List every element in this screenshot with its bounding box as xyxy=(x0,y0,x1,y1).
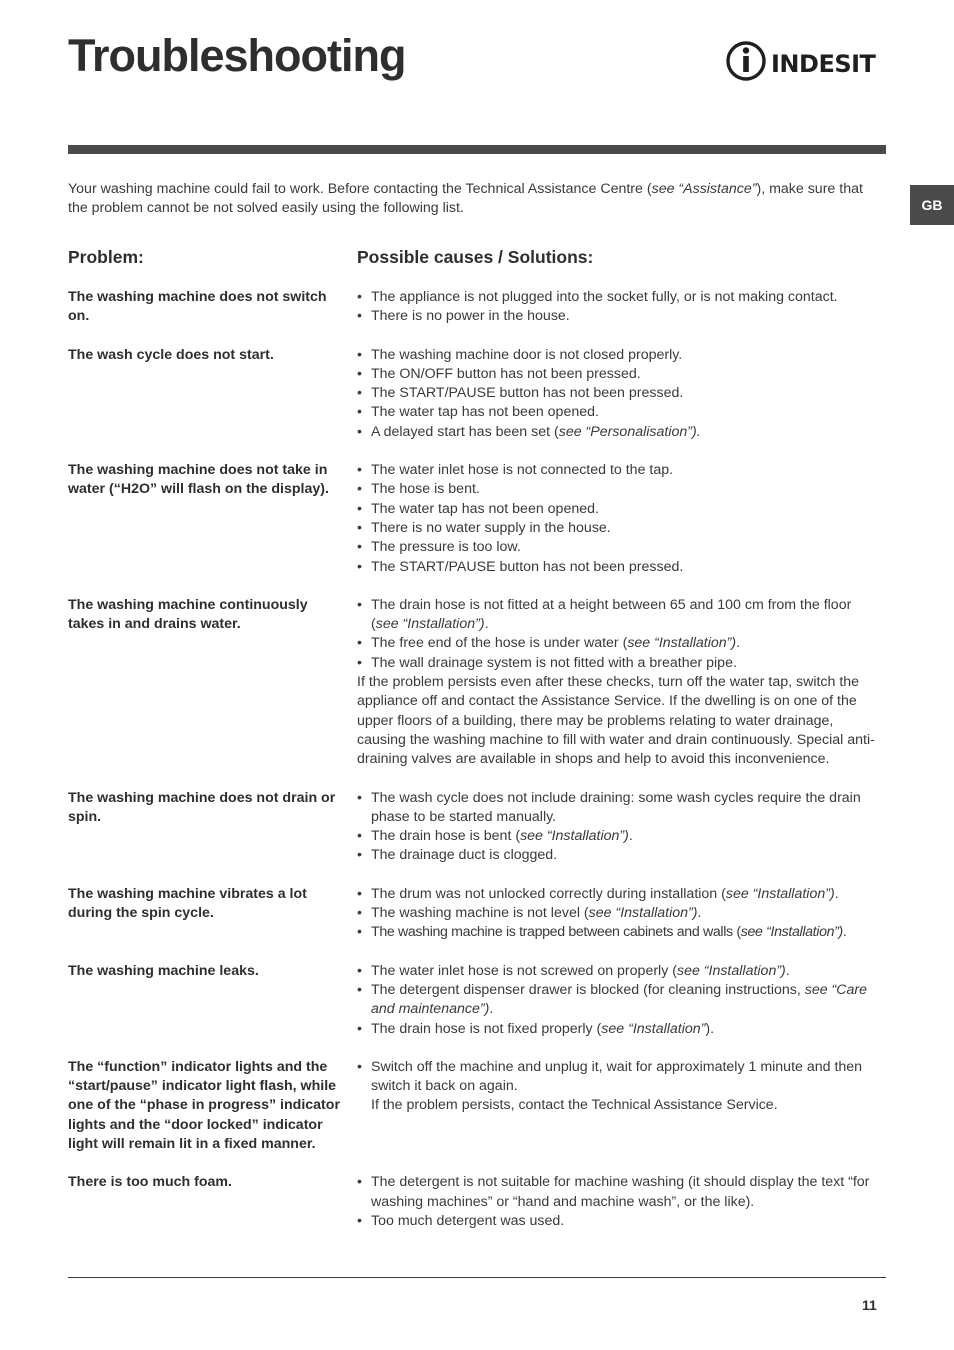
list-item xyxy=(357,1058,882,1097)
bullet-icon: • xyxy=(357,289,362,305)
table-row xyxy=(68,789,886,866)
list-item xyxy=(357,538,882,557)
bullet-icon: • xyxy=(357,500,362,517)
intro-paragraph xyxy=(68,180,883,219)
solution-end: . xyxy=(842,924,847,941)
bullet-icon: • xyxy=(357,385,362,402)
list-item xyxy=(357,307,882,326)
solution-main: The water inlet hose is not screwed on properly ( xyxy=(371,962,677,979)
bullet-icon: • xyxy=(357,1212,362,1229)
problem-text: The washing machine does not switch on. xyxy=(68,289,327,325)
solution-main: The drainage duct is clogged. xyxy=(371,847,558,864)
solution-main: The ON/OFF button has not been pressed. xyxy=(371,365,641,382)
solution-main: Switch off the machine and unplug it, wait for approximately 1 minute and then switch it back on again. xyxy=(371,1058,863,1095)
solution-note: If the problem persists even after these checks, turn off the water tap, switch the appliance off and contact the Assistance Service. If the dwelling is on one of the upper floors of a building, there may be problems relating to water drainage, causing the washing machine to fill with water and drain continuously. Special anti-draining valves are available in shops and help to avoid this inconvenience. xyxy=(357,674,875,768)
solution-main: A delayed start has been set ( xyxy=(371,423,559,440)
solution-end: . xyxy=(785,962,790,979)
list-item xyxy=(357,981,882,1020)
solution-text xyxy=(371,1058,882,1097)
list-item xyxy=(357,634,882,653)
problem-text: The washing machine leaks. xyxy=(68,962,259,979)
solution-text xyxy=(371,519,882,538)
solution-text xyxy=(371,461,882,480)
solution-main: The drain hose is bent ( xyxy=(371,828,521,845)
solution-reference: see “Installation”) xyxy=(588,905,698,922)
solution-main: The START/PAUSE button has not been pressed. xyxy=(371,558,684,575)
solution-note: If the problem persists, contact the Technical Assistance Service. xyxy=(371,1097,778,1114)
solution-main: The water inlet hose is not connected to the tap. xyxy=(371,462,674,479)
list-item xyxy=(357,558,882,577)
list-item xyxy=(357,923,882,942)
solution-main: The pressure is too low. xyxy=(371,539,521,556)
solution-end: . xyxy=(489,1001,494,1018)
list-item xyxy=(357,789,882,828)
solution-reference: see “Care and maintenance”) xyxy=(371,981,868,1018)
solution-reference: see “Installation”) xyxy=(520,828,629,845)
solutions-list xyxy=(357,1058,886,1154)
solution-main: The detergent is not suitable for machine washing (it should display the text “for washing machines” or “hand and machine wash”, or the like). xyxy=(371,1174,870,1210)
solution-text xyxy=(371,923,882,942)
list-item xyxy=(357,1173,882,1212)
bullet-icon: • xyxy=(357,962,362,979)
solution-text xyxy=(371,346,882,365)
solution-text xyxy=(371,962,882,981)
solution-reference: see “Installation”) xyxy=(725,885,835,902)
list-item xyxy=(357,885,882,904)
indesit-logo xyxy=(725,38,887,84)
solution-text xyxy=(371,596,882,635)
solution-end: . xyxy=(697,905,702,922)
solution-text xyxy=(371,981,882,1020)
solution-text xyxy=(371,288,882,307)
problem-text: The “function” indicator lights and the “start/pause” indicator light flash, while one of the “phase in progress” indicator lights and the “door locked” indicator light will remain lit in a fixed manner. xyxy=(68,1058,340,1152)
bullet-icon: • xyxy=(357,346,362,363)
list-item xyxy=(357,500,882,519)
list-item xyxy=(357,346,882,365)
problem-text: The wash cycle does not start. xyxy=(68,346,274,363)
bullet-icon: • xyxy=(357,519,362,536)
list-item xyxy=(357,423,882,442)
bullet-icon: • xyxy=(357,1020,362,1037)
solution-end: ). xyxy=(705,1020,715,1037)
solution-text xyxy=(371,500,882,519)
bullet-icon: • xyxy=(357,635,362,652)
solution-text xyxy=(371,1173,882,1212)
brand-wordmark: INDESIT xyxy=(771,50,876,78)
solution-main: Too much detergent was used. xyxy=(371,1212,565,1229)
solution-reference: see “Personalisation”). xyxy=(558,423,701,440)
solution-main: The wash cycle does not include draining: some wash cycles require the drain phase to be started manually. xyxy=(371,789,861,825)
solution-text xyxy=(371,1212,882,1231)
bullet-icon: • xyxy=(357,1058,362,1075)
solutions-column-heading: Possible causes / Solutions: xyxy=(357,247,594,267)
problem-text: The washing machine continuously takes in and drains water. xyxy=(68,596,308,633)
solution-text xyxy=(371,904,882,923)
bullet-icon: • xyxy=(357,828,362,845)
list-item xyxy=(357,654,882,673)
bullet-icon: • xyxy=(357,423,362,440)
bullet-icon: • xyxy=(357,654,362,671)
list-item xyxy=(357,904,882,923)
solution-text xyxy=(371,1020,882,1039)
bullet-icon: • xyxy=(357,924,362,941)
solution-text xyxy=(371,480,882,499)
list-item xyxy=(357,1212,882,1231)
solution-text xyxy=(371,634,882,653)
solution-reference: see “Installation”) xyxy=(676,962,786,979)
list-item xyxy=(357,403,882,422)
troubleshooting-table xyxy=(68,288,886,1250)
table-row xyxy=(68,288,886,327)
intro-text-after: ), make sure that the problem cannot be not solved easily using the following list. xyxy=(68,181,863,217)
solution-text xyxy=(371,403,882,422)
language-tab: GB xyxy=(910,185,954,225)
list-item xyxy=(357,461,882,480)
table-row xyxy=(68,596,886,770)
header-rule xyxy=(68,145,886,154)
solution-main: The drain hose is not fitted at a height between 65 and 100 cm from the floor ( xyxy=(371,596,852,633)
solution-reference: see “Installation”) xyxy=(375,616,485,633)
table-row xyxy=(68,346,886,442)
solution-end: . xyxy=(736,635,741,652)
bullet-icon: • xyxy=(357,481,362,498)
solution-text xyxy=(371,307,882,326)
solution-end: . xyxy=(484,616,489,633)
list-item xyxy=(357,827,882,846)
solutions-list xyxy=(357,596,886,770)
solution-text xyxy=(371,384,882,403)
bullet-icon: • xyxy=(357,539,362,556)
intro-text-before: Your washing machine could fail to work. Before contacting the Technical Assistance Centre ( xyxy=(68,181,652,197)
bullet-icon: • xyxy=(357,596,362,613)
solution-reference: see “Installation”) xyxy=(740,924,843,941)
solution-text xyxy=(371,846,882,865)
page-title: Troubleshooting xyxy=(68,30,406,81)
solution-main: The free end of the hose is under water ( xyxy=(371,635,628,652)
solution-end: . xyxy=(628,828,633,845)
bullet-icon: • xyxy=(357,558,362,575)
table-row xyxy=(68,1173,886,1231)
problem-column-heading: Problem: xyxy=(68,247,144,267)
list-item xyxy=(357,288,882,307)
solution-main: The drum was not unlocked correctly during installation ( xyxy=(371,885,726,902)
bullet-icon: • xyxy=(357,981,362,998)
solution-text xyxy=(371,654,882,673)
footer-rule xyxy=(68,1277,886,1278)
problem-text: There is too much foam. xyxy=(68,1174,232,1191)
table-row xyxy=(68,461,886,577)
list-item xyxy=(357,519,882,538)
solutions-list xyxy=(357,1173,886,1231)
solutions-list xyxy=(357,962,886,1039)
table-row xyxy=(68,962,886,1039)
problem-text: The washing machine does not take in water (“H2O” will flash on the display). xyxy=(68,462,329,498)
intro-reference: see “Assistance” xyxy=(651,181,757,197)
table-row xyxy=(68,1058,886,1154)
list-item xyxy=(357,596,882,635)
solution-text xyxy=(371,827,882,846)
list-item xyxy=(357,846,882,865)
solution-main: The hose is bent. xyxy=(371,481,480,498)
solution-text xyxy=(371,538,882,557)
solution-main: There is no water supply in the house. xyxy=(371,519,611,536)
problem-text: The washing machine vibrates a lot during the spin cycle. xyxy=(68,885,307,922)
solution-end: . xyxy=(834,885,839,902)
bullet-icon: • xyxy=(357,847,362,864)
bullet-icon: • xyxy=(357,308,362,325)
solution-main: The START/PAUSE button has not been pressed. xyxy=(371,385,684,402)
bullet-icon: • xyxy=(357,905,362,922)
solution-main: The water tap has not been opened. xyxy=(371,500,599,517)
solutions-list xyxy=(357,288,886,327)
bullet-icon: • xyxy=(357,1174,362,1191)
bullet-icon: • xyxy=(357,462,362,479)
bullet-icon: • xyxy=(357,365,362,382)
problem-text: The washing machine does not drain or spin. xyxy=(68,789,336,825)
solution-reference: see “Installation”) xyxy=(627,635,737,652)
solution-main: The water tap has not been opened. xyxy=(371,404,599,421)
solution-text xyxy=(371,885,882,904)
solution-text xyxy=(371,789,882,828)
solution-main: There is no power in the house. xyxy=(371,308,570,325)
solutions-list xyxy=(357,885,886,943)
list-item xyxy=(357,480,882,499)
solution-main: The detergent dispenser drawer is blocked (for cleaning instructions, xyxy=(371,981,805,998)
solution-text xyxy=(371,558,882,577)
list-item xyxy=(357,962,882,981)
solution-main: The washing machine door is not closed properly. xyxy=(371,346,683,363)
solution-main: The appliance is not plugged into the socket fully, or is not making contact. xyxy=(371,289,838,305)
solution-text xyxy=(371,365,882,384)
solution-text xyxy=(371,423,882,442)
solution-main: The washing machine is trapped between cabinets and walls ( xyxy=(371,924,741,941)
list-item xyxy=(357,1020,882,1039)
bullet-icon: • xyxy=(357,789,362,806)
solutions-list xyxy=(357,346,886,442)
bullet-icon: • xyxy=(357,404,362,421)
bullet-icon: • xyxy=(357,885,362,902)
list-item xyxy=(357,365,882,384)
page-number: 11 xyxy=(862,1297,877,1313)
solution-main: The drain hose is not fixed properly ( xyxy=(371,1020,602,1037)
solutions-list xyxy=(357,461,886,577)
list-item xyxy=(357,384,882,403)
solution-reference: see “Installation” xyxy=(601,1020,706,1037)
solution-main: The washing machine is not level ( xyxy=(371,905,589,922)
solution-main: The wall drainage system is not fitted with a breather pipe. xyxy=(371,654,737,671)
solutions-list xyxy=(357,789,886,866)
table-row xyxy=(68,885,886,943)
